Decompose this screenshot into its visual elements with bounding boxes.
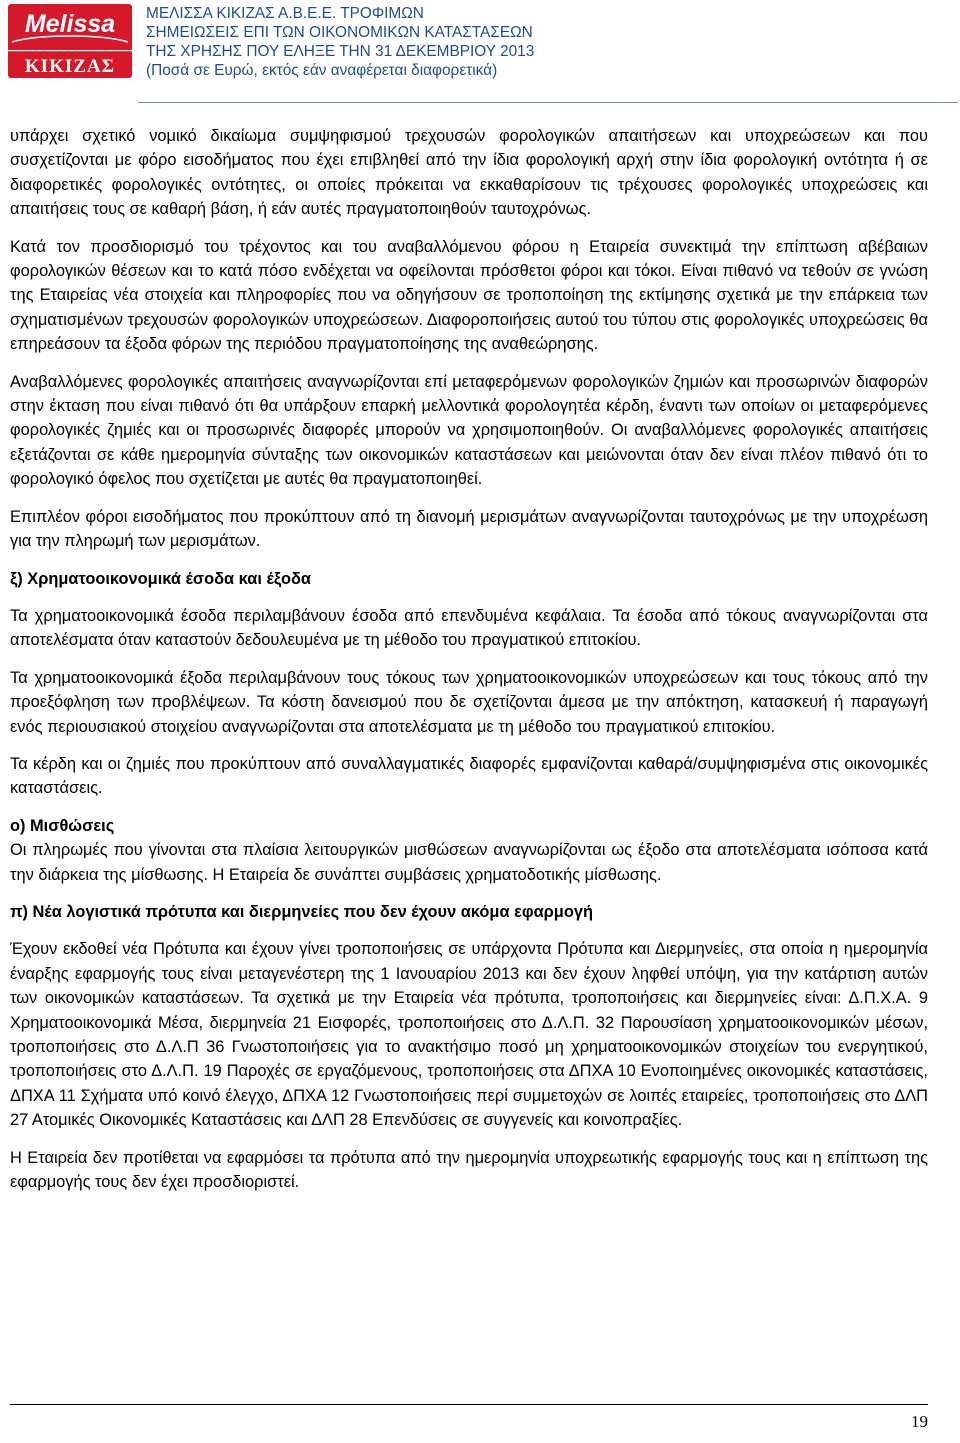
company-header [146,4,534,80]
paragraph-dividend-tax: Επιπλέον φόροι εισοδήματος που προκύπτουν από τη διανομή μερισμάτων αναγνωρίζονται ταυτοχρόνως με την υποχρέωση για την πληρωμή των μερισμάτων. [10,507,928,551]
logo-graphic [8,4,132,78]
paragraph-financial-income: Τα χρηματοοικονομικά έσοδα περιλαμβάνουν έσοδα από επενδυμένα κεφάλαια. Τα έσοδα από τόκους αναγνωρίζονται στα αποτελέσματα όταν καταστούν δεδουλευμένα με τη μέθοδο του πραγματικού επιτοκίου. [10,606,928,650]
logo-divider [8,50,132,51]
section-heading-financial-income: ξ) Χρηματοοικονομικά έσοδα και έξοδα [10,569,311,588]
notes-title: ΣΗΜΕΙΩΣΕΙΣ ΕΠΙ ΤΩΝ ΟΙΚΟΝΟΜΙΚΩΝ ΚΑΤΑΣΤΑΣΕΩΝ [146,24,533,41]
section-heading-leases: ο) Μισθώσεις [10,816,115,835]
paragraph-leases: Οι πληρωμές που γίνονται στα πλαίσια λειτουργικών μισθώσεων αναγνωρίζονται ως έξοδο στα αποτελέσματα ισόποσα κατά την διάρκεια της μίσθωσης. Η Εταιρεία δε συνάπτει συμβάσεις χρηματοδοτικής μίσθωσης. [10,841,928,884]
melissa-kikizas-logo [8,4,132,78]
company-name: ΜΕΛΙΣΣΑ ΚΙΚΙΖΑΣ Α.Β.Ε.Ε. ΤΡΟΦΙΜΩΝ [146,5,424,22]
currency-note: (Ποσά σε Ευρώ, εκτός εάν αναφέρεται διαφορετικά) [146,62,498,79]
paragraph-uncertain-tax: Κατά τον προσδιορισμό του τρέχοντος και του αναβαλλόμενου φόρου η Εταιρεία συνεκτιμά την επίπτωση αβέβαιων φορολογικών θέσεων και το κατά πόσο ενδέχεται να οφείλονται πρόσθετοι φόροι και τόκοι. Είναι πιθανό να τεθούν σε γνώση της Εταιρείας νέα στοιχεία και πληροφορίες που να οδηγήσουν σε τροποποίηση της εκτίμησης σχετικά με την επάρκεια των σχηματισμένων τρεχουσών φορολογικών υποχρεώσεων. Διαφοροποιήσεις αυτού του τύπου στις φορολογικές υποχρεώσεις θα επηρεάσουν τα έξοδα φόρων της περιόδου πραγματοποίησης της αναθεώρησης. [10,237,928,354]
fiscal-year: ΤΗΣ ΧΡΗΣΗΣ ΠΟΥ ΕΛΗΞΕ ΤΗΝ 31 ΔΕΚΕΜΒΡΙΟΥ 2013 [146,43,535,60]
paragraph-financial-expenses: Τα χρηματοοικονομικά έξοδα περιλαμβάνουν τους τόκους των χρηματοοικονομικών υποχρεώσεων και τους τόκους από την προεξόφληση των προβλέψεων. Τα κόστη δανεισμού που δε σχετίζονται άμεσα με την απόκτηση, κατασκευή ή παραγωγή ενός περιουσιακού στοιχείου αναγνωρίζονται στα αποτελέσματα με τη μέθοδο του πραγματικού επιτοκίου. [10,668,928,736]
paragraph-tax-offset: υπάρχει σχετικό νομικό δικαίωμα συμψηφισμού τρεχουσών φορολογικών απαιτήσεων και υποχρεώσεων και που συσχετίζονται με φόρο εισοδήματος που έχει επιβληθεί από την ίδια φορολογική αρχή στην ίδια φορολογική οντότητα ή σε διαφορετικές φορολογικές οντότητες, οι οποίες πρόκειται να εκκαθαρίσουν τις τρέχουσες φορολογικές υποχρεώσεις και απαιτήσεις τους σε καθαρή βάση, ή εάν αυτές πραγματοποιηθούν ταυτοχρόνως. [10,127,928,219]
paragraph-deferred-tax: Αναβαλλόμενες φορολογικές απαιτήσεις αναγνωρίζονται επί μεταφερόμενων φορολογικών ζημιών και προσωρινών διαφορών στην έκταση που είναι πιθανό ότι θα υπάρξουν επαρκή μελλοντικά φορολογητέα κέρδη, έναντι των οποίων οι μεταφερόμενες φορολογικές ζημιές και οι προσωρινές διαφορές μπορούν να χρησιμοποιηθούν. Οι αναβαλλόμενες φορολογικές απαιτήσεις εξετάζονται σε κάθε ημερομηνία σύνταξης των οικονομικών καταστάσεων και μειώνονται όταν δεν είναι πλέον πιθανό ότι το φορολογικό όφελος που σχετίζεται με αυτές θα πραγματοποιηθεί. [10,372,928,489]
paragraph-new-standards: Έχουν εκδοθεί νέα Πρότυπα και έχουν γίνει τροποποιήσεις σε υπάρχοντα Πρότυπα και Διερμηνείες, στα οποία η ημερομηνία έναρξης εφαρμογής τους είναι μεταγενέστερη της 1 Ιανουαρίου 2013 και δεν έχουν ληφθεί υπόψη, για την κατάρτιση αυτών των οικονομικών καταστάσεων. Τα σχετικά με την Εταιρεία νέα πρότυπα, τροποποιήσεις και διερμηνείες είναι: Δ.Π.Χ.Α. 9 Χρηματοοικονομικά Μέσα, διερμηνεία 21 Εισφορές, τροποποιήσεις στο Δ.Λ.Π. 32 Παρουσίαση χρηματοοικονομικών μέσων, τροποποιήσεις στο Δ.Λ.Π 36 Γνωστοποιήσεις για το ανακτήσιμο ποσό μη χρηματοοικονομικών στοιχείων του ενεργητικού, τροποποιήσεις στο Δ.Λ.Π. 19 Παροχές σε εργαζόμενους, τροποποιήσεις στα ΔΠΧΑ 10 Ενοποιημένες οικονομικές καταστάσεις, ΔΠΧΑ 11 Σχήματα υπό κοινό έλεγχο, ΔΠΧΑ 12 Γνωστοποιήσεις περί συμμετοχών σε λοιπές εταιρείες, τροποποιήσεις στο ΔΛΠ 27 Ατομικές Οικονομικές Καταστάσεις και ΔΛΠ 28 Επενδύσεις σε συγγενείς και κοινοπραξίες. [10,940,928,1130]
logo-sub-text: ΚΙΚΙΖΑΣ [24,56,116,77]
document-body [10,124,928,1207]
header-divider [138,102,958,103]
footer-divider [10,1404,928,1405]
paragraph-adoption: Η Εταιρεία δεν προτίθεται να εφαρμόσει τα πρότυπα από την ημερομηνία υποχρεωτικής εφαρμογής τους και η επίπτωση της εφαρμογής τους δεν έχει προσδιοριστεί. [10,1148,928,1192]
logo-brand-text: Melissa [24,10,116,38]
page-number: 19 [911,1412,928,1431]
section-heading-new-standards: π) Νέα λογιστικά πρότυπα και διερμηνείες που δεν έχουν ακόμα εφαρμογή [10,902,593,921]
page-header [0,0,960,104]
paragraph-fx-differences: Τα κέρδη και οι ζημιές που προκύπτουν από συναλλαγματικές διαφορές εμφανίζονται καθαρά/συμψηφισμένα στις οικονομικές καταστάσεις. [10,754,928,798]
